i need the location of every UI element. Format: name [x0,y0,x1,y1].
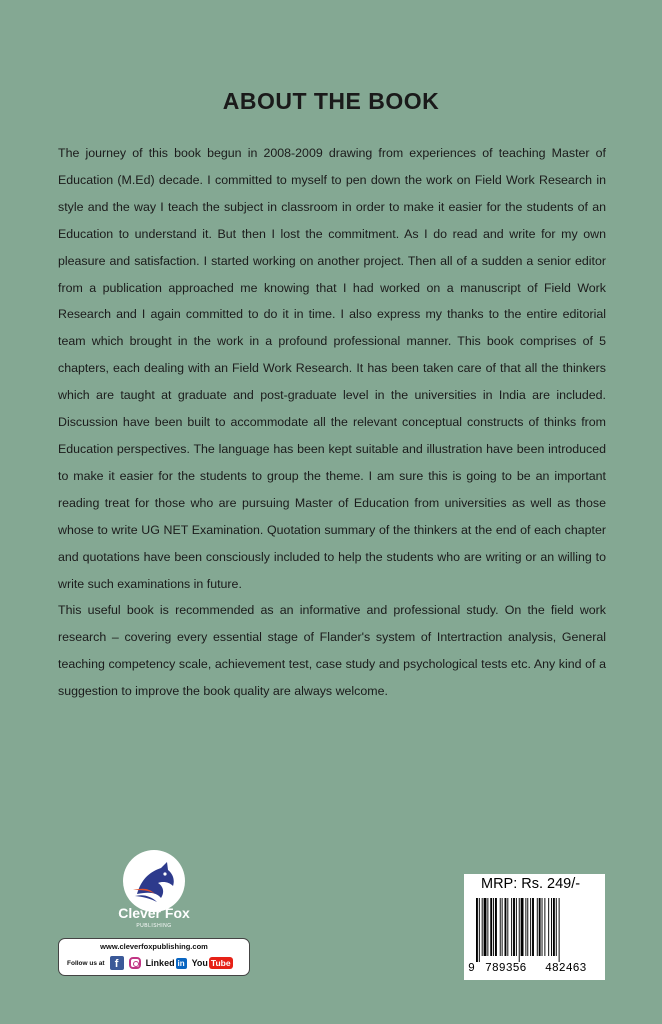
youtube-icon[interactable] [192,957,233,969]
publisher-logo [98,850,210,932]
isbn-group-2: 482463 [545,962,587,975]
mrp-label: MRP: Rs. 249/- [481,876,581,892]
linkedin-icon[interactable] [146,958,187,969]
youtube-tube: Tube [210,958,231,968]
linkedin-badge: in [177,958,185,968]
website-link[interactable]: www.cleverfoxpublishing.com [100,942,208,951]
youtube-you: You [191,958,208,968]
page-title: ABOUT THE BOOK [222,88,440,114]
price-barcode-box [464,874,605,980]
description-paragraph-2: This useful book is recommended as an informative and professional study. On the field work research – covering every essential stage of Flander's system of Intertraction analysis, General teaching competency scale, achievement test, case study and psychological tests etc. Any kind of a suggestion to improve the book quality are always welcome. [58,603,606,699]
isbn-group-1: 789356 [485,962,527,975]
follow-label: Follow us at [67,959,105,967]
publisher-tagline: PUBLISHING [136,923,172,929]
barcode-icon [476,898,594,962]
isbn-lead: 9 [468,962,475,975]
publisher-name: Clever Fox [118,905,190,921]
book-description [58,140,606,705]
description-paragraph-1: The journey of this book begun in 2008-2009 drawing from experiences of teaching Master of Education (M.Ed) decade. I committed to myself to pen down the work on Field Work Research in style and the way I teach the subject in classroom in order to make it easier for the students of an Education to understand it. But then I lost the commitment. As I do read and write for my own pleasure and satisfaction. I started working on another project. Then all of a sudden a senior editor from a publication approached me knowing that I had worked on a manuscript of Field Work Research and I again committed to do it in time. I also express my thanks to the entire editorial team which brought in the work in a profound professional manner. This book comprises of 5 chapters, each dealing with an Field Work Research. It has been taken care of that all the thinkers which are taught at graduate and post-graduate level in the universities in India are included. Discussion have been built to accommodate all the relevant conceptual constructs of thinks from Education perspectives. The language has been kept suitable and illustration have been introduced to make it easier for the students to group the theme. I am sure this is going to be an important reading treat for those who are pursuing Master of Education from universities as well as those whose to write UG NET Examination. Quotation summary of the thinkers at the end of each chapter and quotations have been consciously included to help the students who are writing or an willing to write such examinations in future. [58,146,606,591]
instagram-icon[interactable] [129,957,141,969]
social-links-box [58,938,250,976]
social-row [67,955,233,971]
facebook-icon[interactable]: f [110,956,124,970]
fox-icon [123,850,185,912]
linkedin-word: Linked [145,958,175,968]
